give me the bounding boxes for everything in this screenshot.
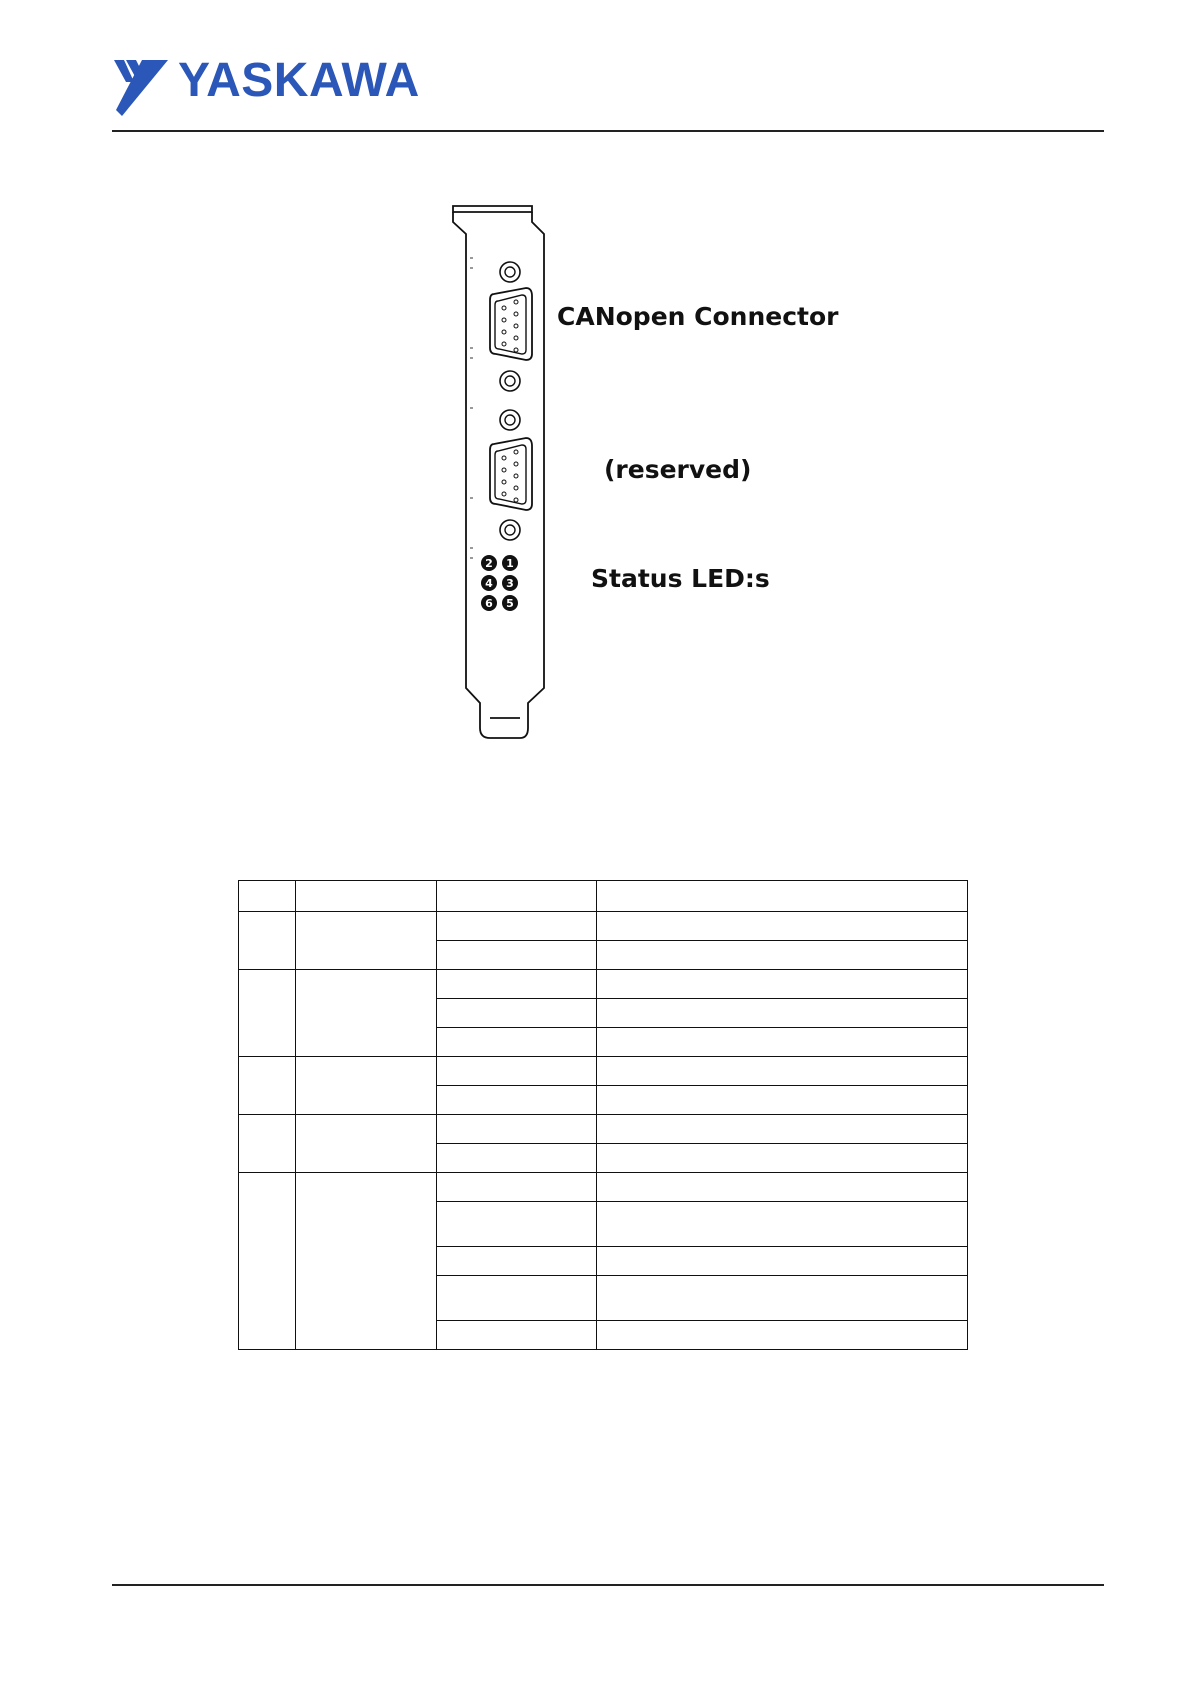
- table-cell: [597, 1028, 968, 1057]
- footer-divider: [112, 1584, 1104, 1586]
- table-cell: [437, 999, 597, 1028]
- table-cell: [597, 912, 968, 941]
- svg-text:2: 2: [485, 557, 493, 570]
- table-cell: [239, 970, 296, 1057]
- table-cell: [597, 1276, 968, 1321]
- table-header-cell: [239, 881, 296, 912]
- status-led-1: [502, 555, 518, 571]
- table-cell: [296, 912, 437, 970]
- table-row: [239, 1115, 968, 1144]
- table-cell: [437, 1144, 597, 1173]
- table-cell: [239, 1115, 296, 1173]
- canopen-connector-label: CANopen Connector: [557, 302, 839, 331]
- table-cell: [437, 1028, 597, 1057]
- table-cell: [597, 970, 968, 999]
- table-cell: [296, 1115, 437, 1173]
- table-header-cell: [437, 881, 597, 912]
- table-cell: [437, 970, 597, 999]
- brand-wordmark: YASKAWA: [178, 54, 420, 107]
- table-cell: [296, 1173, 437, 1350]
- table-cell: [597, 1057, 968, 1086]
- table-cell: [437, 1276, 597, 1321]
- status-leds-label: Status LED:s: [591, 564, 770, 593]
- yaskawa-logo: [112, 52, 442, 118]
- table-cell: [597, 1115, 968, 1144]
- table-cell: [437, 1321, 597, 1350]
- svg-text:1: 1: [506, 557, 514, 570]
- reserved-connector-label: (reserved): [604, 455, 752, 484]
- canopen-connector: [490, 262, 532, 391]
- status-led-6: [481, 595, 497, 611]
- page-header: [112, 52, 1104, 132]
- table-row: [239, 912, 968, 941]
- table-cell: [597, 1247, 968, 1276]
- table-cell: [437, 1173, 597, 1202]
- table-cell: [437, 1247, 597, 1276]
- pci-bracket-diagram: [440, 198, 550, 746]
- table-cell: [597, 1173, 968, 1202]
- header-divider: [112, 130, 1104, 132]
- table-cell: [239, 1057, 296, 1115]
- status-led-2: [481, 555, 497, 571]
- table-cell: [239, 1173, 296, 1350]
- table-row: [239, 1173, 968, 1202]
- status-led-group: [481, 555, 518, 611]
- table-row: [239, 970, 968, 999]
- table-cell: [597, 941, 968, 970]
- table-cell: [296, 970, 437, 1057]
- status-led-5: [502, 595, 518, 611]
- table-cell: [437, 1086, 597, 1115]
- table-cell: [437, 941, 597, 970]
- table-cell: [597, 1202, 968, 1247]
- table-header-row: [239, 881, 968, 912]
- svg-text:5: 5: [506, 597, 514, 610]
- svg-text:6: 6: [485, 597, 493, 610]
- table-header-cell: [597, 881, 968, 912]
- table-row: [239, 1057, 968, 1086]
- svg-text:3: 3: [506, 577, 514, 590]
- table-cell: [597, 1144, 968, 1173]
- led-status-table: [238, 880, 968, 1350]
- table-cell: [239, 912, 296, 970]
- table-cell: [597, 999, 968, 1028]
- status-led-4: [481, 575, 497, 591]
- table-cell: [296, 1057, 437, 1115]
- table-cell: [437, 1202, 597, 1247]
- svg-text:4: 4: [485, 577, 493, 590]
- table-cell: [437, 1057, 597, 1086]
- table-cell: [597, 1321, 968, 1350]
- table-cell: [597, 1086, 968, 1115]
- reserved-connector: [490, 410, 532, 540]
- status-led-3: [502, 575, 518, 591]
- table-cell: [437, 1115, 597, 1144]
- table-cell: [437, 912, 597, 941]
- table-header-cell: [296, 881, 437, 912]
